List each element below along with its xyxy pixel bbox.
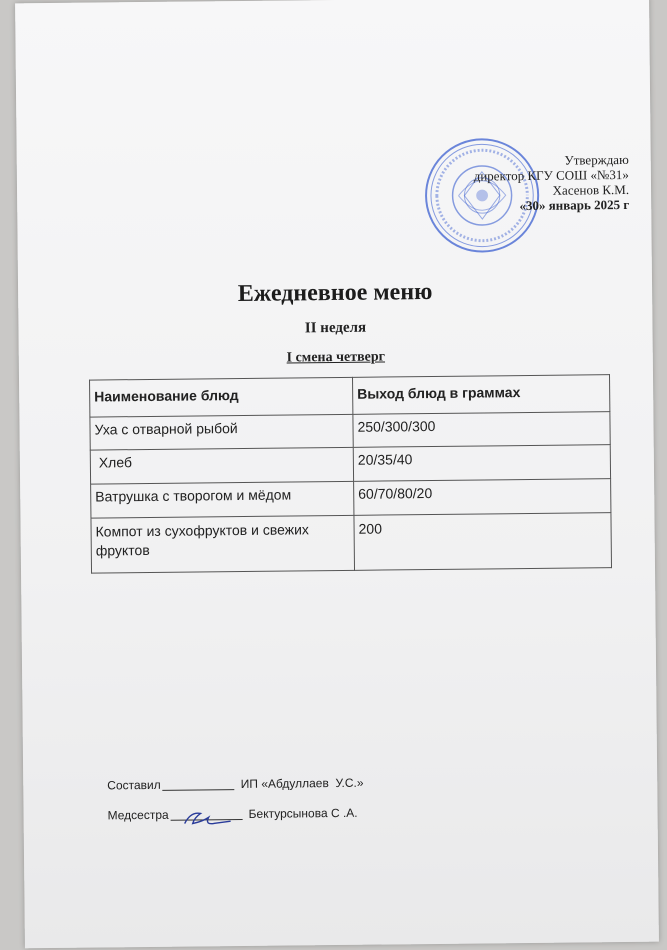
page-title: Ежедневное меню [237,278,433,308]
dish-name: Компот из сухофруктов и свежих фруктов [91,515,355,573]
document-page [15,0,659,948]
menu-table [89,374,612,573]
column-header-dish: Наименование блюд [90,377,353,417]
dish-name: Ватрушка с творогом и мёдом [91,481,354,518]
nurse-line [108,806,358,823]
table-row [91,513,612,573]
table-row [91,479,611,518]
approval-line-1: Утверждаю [564,151,629,168]
dish-weight: 20/35/40 [353,445,610,482]
dish-weight: 60/70/80/20 [354,479,611,516]
compiled-by-label: Составил [107,777,161,793]
dish-weight: 200 [354,513,612,571]
nurse-label: Медсестра [107,807,169,823]
compiled-by-name: ИП «Абдуллаев У.С.» [240,775,364,792]
table-header-row [90,375,610,417]
approval-block [473,152,629,214]
nurse-name: Бектурсынова С .А. [248,805,358,821]
dish-weight: 250/300/300 [353,412,610,448]
table-row [90,412,610,450]
handwritten-signature-icon [179,807,239,830]
approval-date: «30» январь 2025 г [519,196,630,214]
dish-name: Уха с отварной рыбой [90,414,353,450]
table-row [90,445,610,484]
week-heading: II неделя [304,319,367,337]
signature-line [163,789,235,791]
signature-line [171,819,243,821]
dish-name: Хлеб [90,447,353,484]
approval-line-2: директор КГУ СОШ «№31» [473,166,629,184]
compiled-by-line [107,776,363,793]
column-header-weight: Выход блюд в граммах [353,375,610,415]
shift-heading: I смена четверг [286,349,386,366]
approval-line-3: Хасенов К.М. [552,181,630,198]
